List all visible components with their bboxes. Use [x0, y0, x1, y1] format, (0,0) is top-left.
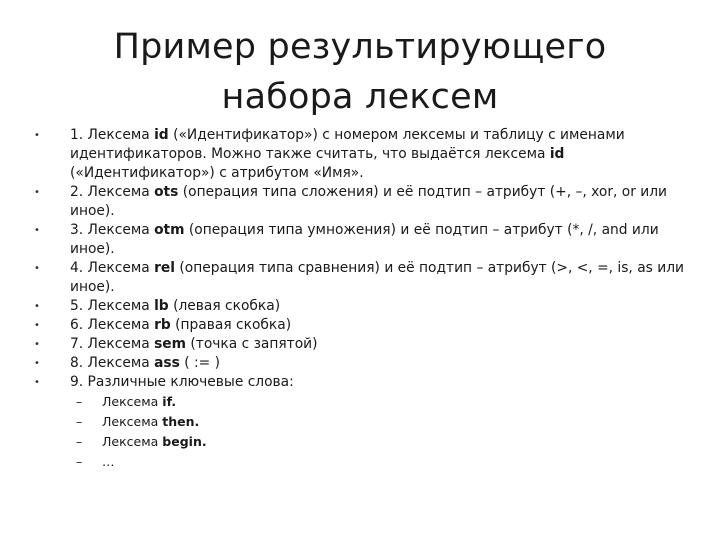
item-keyword: rb — [154, 317, 171, 333]
bullet-item-1 — [28, 126, 698, 183]
item-text: (правая скобка) — [170, 317, 292, 333]
sub-item-if — [70, 392, 698, 412]
bullet-item-4 — [28, 259, 698, 297]
bullet-item-3 — [28, 221, 698, 259]
bullet-dot-icon: • — [34, 339, 40, 350]
sub-item-text: Лексема — [102, 434, 163, 449]
item-text: («Идентификатор») с номером лексемы и таблицу с именами идентификаторов. Можно также считать, что выдаётся лексема — [70, 127, 625, 162]
bullet-item-6 — [28, 316, 698, 335]
item-text: (левая скобка) — [168, 298, 281, 314]
sub-item-begin — [70, 432, 698, 452]
item-text: (операция типа умножения) и её подтип – атрибут (*, /, and или иное). — [70, 222, 659, 257]
item-text: («Идентификатор») с атрибутом «Имя». — [70, 165, 364, 181]
bullet-item-7 — [28, 335, 698, 354]
sub-item-keyword: if. — [162, 394, 177, 409]
dash-icon: – — [76, 434, 83, 449]
title-line-1: Пример результирующего — [113, 27, 607, 67]
item-text: 3. Лексема — [70, 222, 155, 238]
item-keyword: lb — [154, 298, 169, 314]
bullet-item-5 — [28, 297, 698, 316]
item-keyword: ass — [154, 355, 180, 371]
bullet-dot-icon: • — [34, 225, 40, 236]
dash-icon: – — [76, 414, 83, 429]
bullet-item-9 — [28, 373, 698, 392]
sub-item-ellipsis — [70, 452, 698, 472]
title-line-2: набора лексем — [221, 77, 499, 117]
bullet-dot-icon: • — [34, 320, 40, 331]
bullet-dot-icon: • — [34, 187, 40, 198]
sub-item-text: Лексема — [102, 394, 163, 409]
item-text: 7. Лексема — [70, 336, 155, 352]
item-keyword: ots — [154, 184, 179, 200]
sub-item-text: Лексема — [102, 414, 163, 429]
item-text: 1. Лексема — [70, 127, 155, 143]
dash-icon: – — [76, 394, 83, 409]
item-text: (операция типа сложения) и её подтип – атрибут (+, –, xor, or или иное). — [70, 184, 668, 219]
item-text: ( := ) — [179, 355, 220, 371]
item-text: 5. Лексема — [70, 298, 155, 314]
item-text: 2. Лексема — [70, 184, 155, 200]
item-text: 6. Лексема — [70, 317, 155, 333]
slide-title — [60, 22, 660, 122]
item-text: (точка с запятой) — [186, 336, 318, 352]
bullet-dot-icon: • — [34, 358, 40, 369]
bullet-item-2 — [28, 183, 698, 221]
keyword-sub-list — [70, 392, 698, 472]
bullet-dot-icon: • — [34, 301, 40, 312]
sub-item-then — [70, 412, 698, 432]
bullet-list — [28, 126, 698, 392]
sub-item-text: … — [102, 454, 115, 469]
dash-icon: – — [76, 454, 83, 469]
item-text: (операция типа сравнения) и её подтип – атрибут (>, <, =, is, as или иное). — [70, 260, 684, 295]
item-text: 8. Лексема — [70, 355, 155, 371]
item-text: 4. Лексема — [70, 260, 155, 276]
bullet-dot-icon: • — [34, 377, 40, 388]
slide-content — [28, 126, 698, 472]
item-keyword: otm — [154, 222, 185, 238]
item-text: 9. Различные ключевые слова: — [70, 374, 294, 390]
bullet-dot-icon: • — [34, 130, 40, 141]
bullet-dot-icon: • — [34, 263, 40, 274]
item-keyword: rel — [154, 260, 175, 276]
bullet-item-8 — [28, 354, 698, 373]
item-keyword: id — [154, 127, 169, 143]
item-keyword: id — [549, 146, 565, 162]
item-keyword: sem — [154, 336, 187, 352]
sub-item-keyword: begin. — [162, 434, 207, 449]
sub-item-keyword: then. — [162, 414, 200, 429]
